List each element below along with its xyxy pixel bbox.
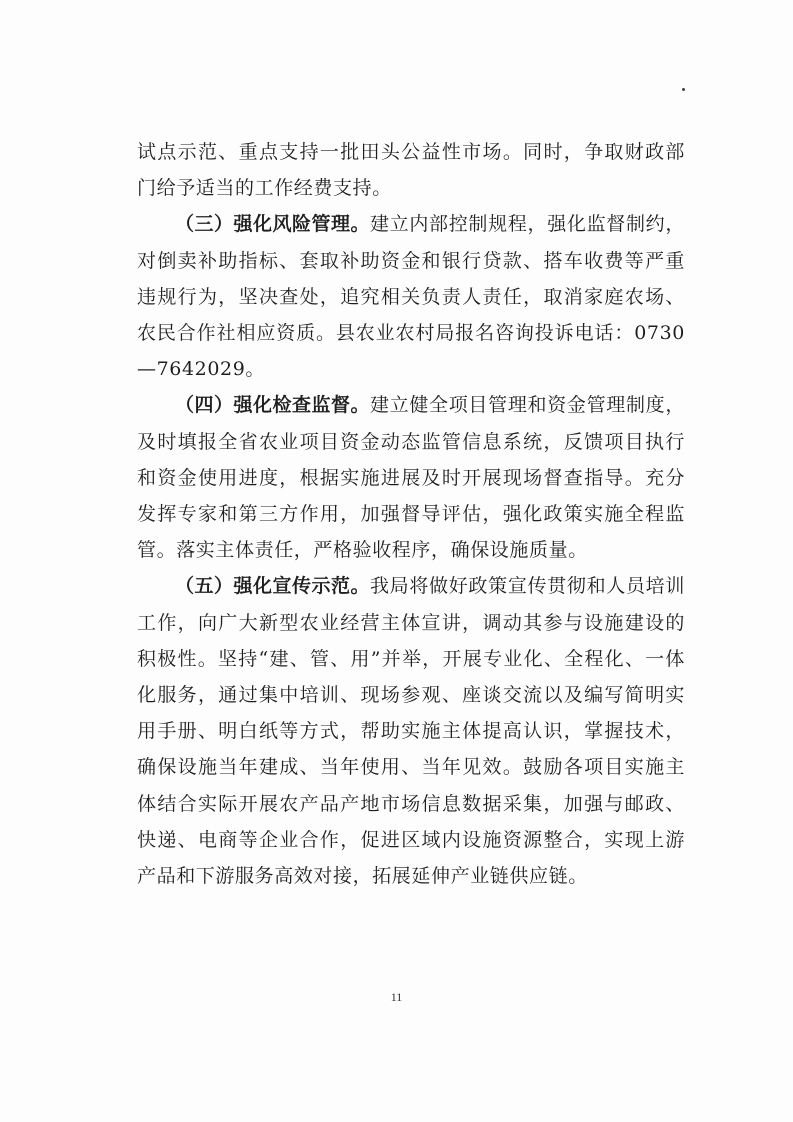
paragraph-risk-management xyxy=(137,206,685,387)
paragraph-continuation xyxy=(137,134,685,206)
section-heading: （五）强化宣传示范。 xyxy=(175,575,370,598)
paragraph-text: 建立内部控制规程，强化监督制约，对倒卖补助指标、套取补助资金和银行贷款、搭车收费等严重违规行为，坚决查处，追究相关负责人责任，取消家庭农场、农民合作社相应资质。县农业农村局报名咨询投诉电话：0730—7642029。 xyxy=(137,213,685,381)
paragraph-text: 试点示范、重点支持一批田头公益性市场。同时，争取财政部门给予适当的工作经费支持。 xyxy=(137,141,685,200)
scan-speck xyxy=(682,88,685,91)
page-number: 11 xyxy=(390,990,403,1004)
paragraph-text: 我局将做好政策宣传贯彻和人员培训工作，向广大新型农业经营主体宣讲，调动其参与设施建设的积极性。坚持“建、管、用”并举，开展专业化、全程化、一体化服务，通过集中培训、现场参观、座谈交流以及编写简明实用手册、明白纸等方式，帮助实施主体提高认识，掌握技术，确保设施当年建成、当年使用、当年见效。鼓励各项目实施主体结合实际开展农产品产地市场信息数据采集，加强与邮政、快递、电商等企业合作，促进区域内设施资源整合，实现上游产品和下游服务高效对接，拓展延伸产业链供应链。 xyxy=(137,575,685,888)
section-heading: （四）强化检查监督。 xyxy=(175,394,370,417)
document-body xyxy=(137,134,685,894)
paragraph-text: 建立健全项目管理和资金管理制度，及时填报全省农业项目资金动态监管信息系统，反馈项目执行和资金使用进度，根据实施进展及时开展现场督查指导。充分发挥专家和第三方作用，加强督导评估，强化政策实施全程监管。落实主体责任，严格验收程序，确保设施质量。 xyxy=(137,394,685,562)
section-heading: （三）强化风险管理。 xyxy=(175,213,370,236)
paragraph-publicity-demonstration xyxy=(137,568,685,894)
paragraph-inspection-supervision xyxy=(137,387,685,568)
